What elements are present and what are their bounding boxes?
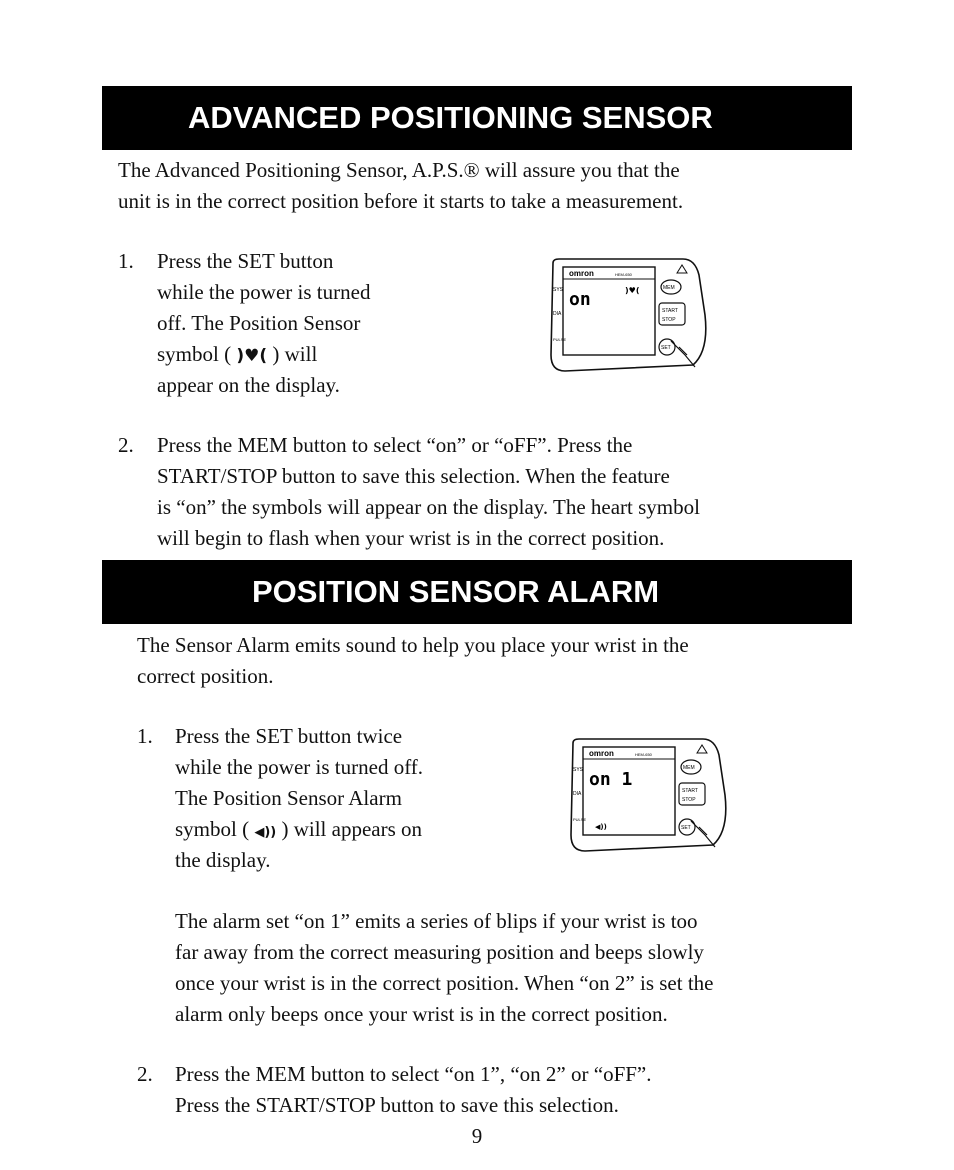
model-label: HEM-650 [615, 272, 632, 277]
step-line: Press the MEM button to select “on 1”, “on 2” or “oFF”. [175, 1062, 652, 1086]
step-line: appear on the display. [157, 373, 340, 397]
section-title-text: ADVANCED POSITIONING SENSOR [188, 100, 713, 135]
sys-label: SYS [553, 287, 564, 293]
step-line: The Position Sensor Alarm [175, 786, 402, 810]
step-number: 2. [137, 1062, 153, 1086]
position-sensor-icon: )♥( [236, 346, 268, 366]
step-number: 1. [137, 724, 153, 748]
step-line: START/STOP button to save this selection. When the feature [157, 464, 670, 488]
model-label: HEM-650 [635, 752, 652, 757]
mem-button-label: MEM [683, 765, 695, 771]
step-line-symbol [175, 814, 422, 848]
position-sensor-icon: )♥( [625, 286, 640, 295]
step-number: 2. [118, 433, 134, 457]
brand-label: omron [569, 269, 594, 278]
stop-label: STOP [682, 797, 696, 803]
step-line: will begin to flash when your wrist is in the correct position. [157, 526, 665, 550]
start-label: START [662, 308, 678, 314]
section-title-alarm [102, 560, 852, 624]
alarm-description-line: far away from the correct measuring position and beeps slowly [175, 940, 704, 964]
step-line: while the power is turned [157, 280, 371, 304]
blood-pressure-monitor-illustration [545, 255, 715, 375]
start-label: START [682, 788, 698, 794]
stop-label: STOP [662, 317, 676, 323]
lcd-display-text: on [569, 289, 591, 310]
intro-line-1: The Advanced Positioning Sensor, A.P.S.® will assure you that the [118, 158, 680, 182]
pulse-label: PULSE [553, 337, 567, 342]
pointing-finger-icon [691, 821, 715, 847]
lcd-display-text: on 1 [589, 769, 633, 790]
step-line: off. The Position Sensor [157, 311, 361, 335]
step-line: Press the SET button twice [175, 724, 403, 748]
symbol-prefix: symbol ( [175, 817, 255, 841]
alarm-description-line: The alarm set “on 1” emits a series of blips if your wrist is too [175, 909, 698, 933]
mem-button-label: MEM [663, 285, 675, 291]
brand-label: omron [589, 749, 614, 758]
alarm-speaker-icon: ◀)) [595, 823, 607, 831]
dia-label: DIA [573, 791, 582, 797]
dia-label: DIA [553, 311, 562, 317]
alarm-speaker-icon: ◀)) [254, 825, 277, 840]
symbol-suffix: ) will appears on [276, 817, 423, 841]
step-line: the display. [175, 848, 271, 872]
intro-line-2: unit is in the correct position before it starts to take a measurement. [118, 189, 684, 213]
section-title-text: POSITION SENSOR ALARM [252, 574, 660, 609]
section-title-aps [102, 86, 852, 150]
intro-line-2: correct position. [137, 664, 274, 688]
intro-line-1: The Sensor Alarm emits sound to help you place your wrist in the [137, 633, 689, 657]
step-line: while the power is turned off. [175, 755, 424, 779]
sys-label: SYS [573, 767, 584, 773]
symbol-prefix: symbol ( [157, 342, 237, 366]
pulse-label: PULSE [573, 817, 587, 822]
step-line: is “on” the symbols will appear on the display. The heart symbol [157, 495, 700, 519]
step-line: Press the MEM button to select “on” or “oFF”. Press the [157, 433, 633, 457]
alarm-description-line: once your wrist is in the correct position. When “on 2” is set the [175, 971, 714, 995]
blood-pressure-monitor-illustration [565, 735, 735, 855]
pointing-finger-icon [671, 341, 695, 367]
set-button-label: SET [681, 825, 691, 831]
step-line-symbol [157, 339, 317, 372]
symbol-suffix: ) will [267, 342, 318, 366]
step-line: Press the START/STOP button to save this selection. [175, 1093, 619, 1117]
alarm-description-line: alarm only beeps once your wrist is in the correct position. [175, 1002, 668, 1026]
page-number: 9 [471, 1124, 483, 1148]
step-line: Press the SET button [157, 249, 334, 273]
set-button-label: SET [661, 345, 671, 351]
step-number: 1. [118, 249, 134, 273]
